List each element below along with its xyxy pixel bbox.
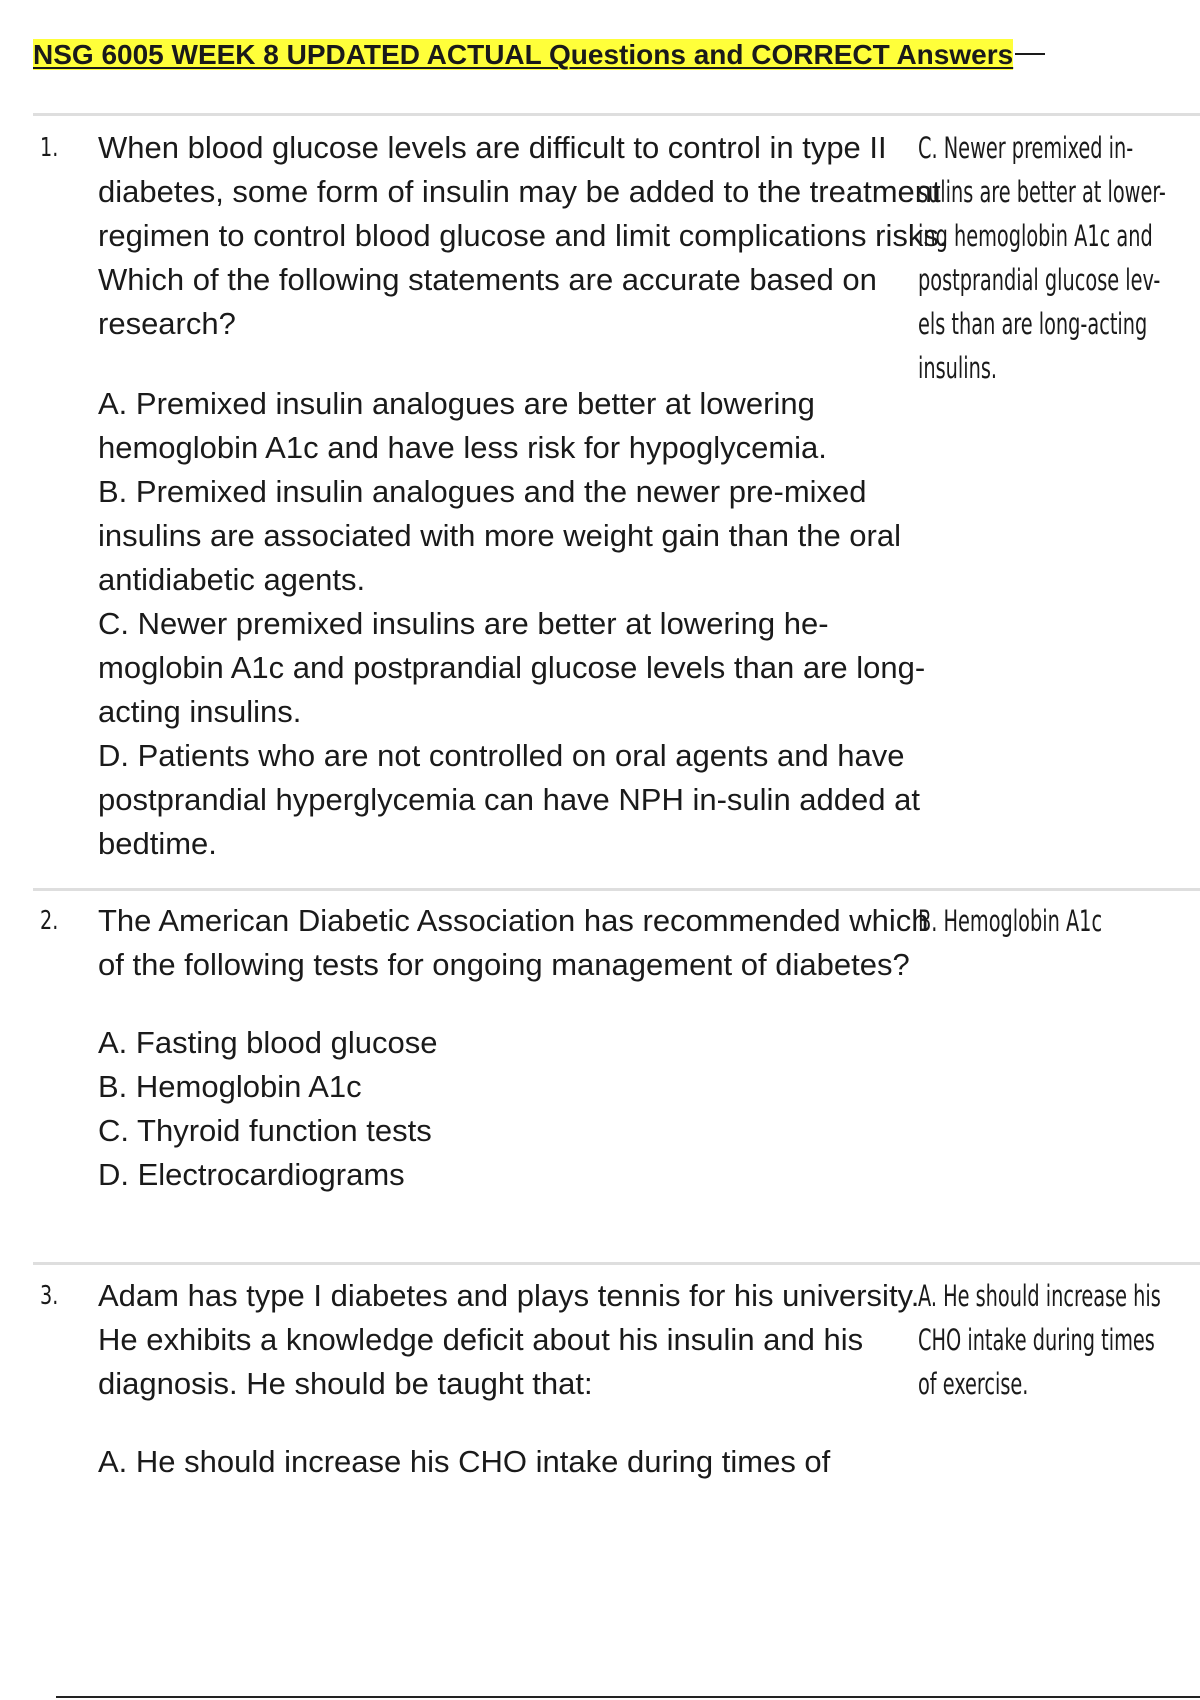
- question-body: [98, 1274, 953, 1484]
- answer-options: [98, 382, 953, 866]
- option-d: D. Patients who are not controlled on oral agents and have postprandial hyperglycemia can have NPH in-sulin added at bedtime.: [98, 738, 920, 861]
- option-c: C. Newer premixed insulins are better at lowering he-moglobin A1c and postprandial glucose levels than are long-acting insulins.: [98, 606, 926, 729]
- option-a: A. Premixed insulin analogues are better at lowering hemoglobin A1c and have less risk for hypoglycemia.: [98, 386, 827, 465]
- section-divider: [33, 1262, 1200, 1265]
- correct-answer: C. Newer premixed in-sulins are better at lower-ing hemoglobin A1c and postprandial glucose lev-els than are long-acting insulins.: [918, 131, 1166, 385]
- option-b: B. Premixed insulin analogues and the newer pre-mixed insulins are associated with more weight gain than the oral antidiabetic agents.: [98, 474, 902, 597]
- question-stem: Adam has type I diabetes and plays tennis for his university. He exhibits a knowledge deficit about his insulin and his diagnosis. He should be taught that:: [98, 1278, 920, 1401]
- answer-options: [98, 1440, 953, 1484]
- question-stem: The American Diabetic Association has recommended which of the following tests for ongoing management of diabetes?: [98, 903, 929, 982]
- section-divider: [33, 113, 1200, 116]
- section-divider: [33, 888, 1200, 891]
- question-number: 1.: [40, 133, 59, 163]
- document-title-text: NSG 6005 WEEK 8 UPDATED ACTUAL Questions and CORRECT Answers: [33, 39, 1014, 70]
- question-body: [98, 899, 953, 1197]
- option-d: D. Electrocardiograms: [98, 1157, 405, 1192]
- option-a: A. He should increase his CHO intake during times of: [98, 1444, 831, 1479]
- question-stem: When blood glucose levels are difficult to control in type II diabetes, some form of insulin may be added to the treatment regimen to control blood glucose and limit complications risks. Which of the following statements are accurate based on research?: [98, 130, 948, 341]
- correct-answer: A. He should increase his CHO intake during times of exercise.: [918, 1279, 1161, 1401]
- answer-options: [98, 1021, 953, 1197]
- title-trailing-dash: [1015, 53, 1045, 55]
- option-b: B. Hemoglobin A1c: [98, 1069, 362, 1104]
- question-number: 3.: [40, 1281, 59, 1311]
- page-footer-rule: [56, 1696, 1200, 1698]
- question-number: 2.: [40, 906, 59, 936]
- document-title: [33, 36, 1045, 74]
- option-c: C. Thyroid function tests: [98, 1113, 432, 1148]
- question-body: [98, 126, 953, 866]
- option-a: A. Fasting blood glucose: [98, 1025, 438, 1060]
- correct-answer: B. Hemoglobin A1c: [918, 904, 1103, 938]
